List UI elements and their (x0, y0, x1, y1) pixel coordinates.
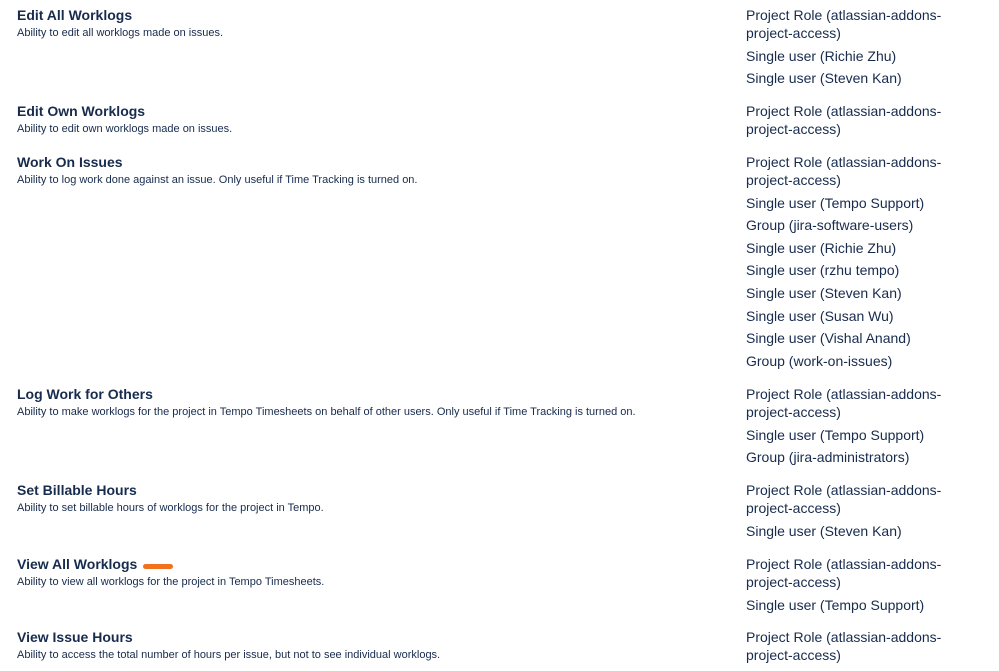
permission-info (17, 153, 717, 188)
grant-item: Project Role (atlassian-addons-project-access) (746, 556, 942, 590)
grant-item: Single user (Steven Kan) (746, 522, 902, 539)
permission-grants (746, 628, 946, 669)
permission-info (17, 6, 717, 41)
permission-description: Ability to edit all worklogs made on issues. (17, 27, 224, 39)
permission-title: Set Billable Hours (17, 482, 137, 498)
permission-title: Work On Issues (17, 154, 123, 170)
grant-item: Project Role (atlassian-addons-project-access) (746, 103, 942, 137)
grant-item: Project Role (atlassian-addons-project-access) (746, 386, 942, 420)
permission-title-line (17, 555, 717, 574)
permission-info (17, 102, 717, 137)
permission-info (17, 385, 717, 420)
grant-item: Single user (Richie Zhu) (746, 47, 897, 64)
grant-item: Project Role (atlassian-addons-project-access) (746, 482, 942, 516)
grant-item: Group (jira-administrators) (746, 449, 910, 466)
grant-item: Project Role (atlassian-addons-project-access) (746, 629, 942, 663)
permission-description: Ability to set billable hours of worklogs for the project in Tempo. (17, 502, 324, 514)
grant-item: Project Role (atlassian-addons-project-access) (746, 154, 942, 188)
permission-description: Ability to make worklogs for the project in Tempo Timesheets on behalf of other users. Only useful if Time Tracking is turned on. (17, 406, 636, 418)
permission-description: Ability to access the total number of hours per issue, but not to see individual worklogs. (17, 649, 441, 661)
permission-grants (746, 6, 946, 92)
highlight-marker (143, 564, 173, 569)
permission-title: Edit Own Worklogs (17, 103, 146, 119)
permission-grants (746, 481, 946, 544)
permission-description: Ability to log work done against an issue. Only useful if Time Tracking is turned on. (17, 174, 418, 186)
permission-title: Edit All Worklogs (17, 7, 133, 23)
permission-title: View Issue Hours (17, 629, 133, 645)
grant-item: Single user (Tempo Support) (746, 596, 925, 613)
permission-description: Ability to view all worklogs for the project in Tempo Timesheets. (17, 576, 325, 588)
grant-item: Group (work-on-issues) (746, 352, 893, 369)
grant-item: Project Role (atlassian-addons-project-access) (746, 7, 942, 41)
grant-item: Single user (Steven Kan) (746, 284, 902, 301)
grant-item: Single user (Vishal Anand) (746, 330, 911, 347)
grant-item: Single user (rzhu tempo) (746, 262, 900, 279)
permission-title: Log Work for Others (17, 386, 153, 402)
grant-item: Single user (Richie Zhu) (746, 239, 897, 256)
permission-info (17, 628, 717, 663)
permission-grants (746, 385, 946, 471)
grant-item: Single user (Tempo Support) (746, 426, 925, 443)
grant-item: Single user (Tempo Support) (746, 194, 925, 211)
grant-item: Single user (Steven Kan) (746, 70, 902, 87)
permission-title: View All Worklogs (17, 556, 138, 572)
permission-description: Ability to edit own worklogs made on issues. (17, 123, 233, 135)
permission-grants (746, 555, 946, 618)
grant-item: Group (jira-software-users) (746, 217, 914, 234)
permission-info (17, 481, 717, 516)
permission-info (17, 555, 717, 590)
grant-item: Single user (Susan Wu) (746, 307, 894, 324)
permission-grants (746, 102, 946, 143)
permission-grants (746, 153, 946, 374)
